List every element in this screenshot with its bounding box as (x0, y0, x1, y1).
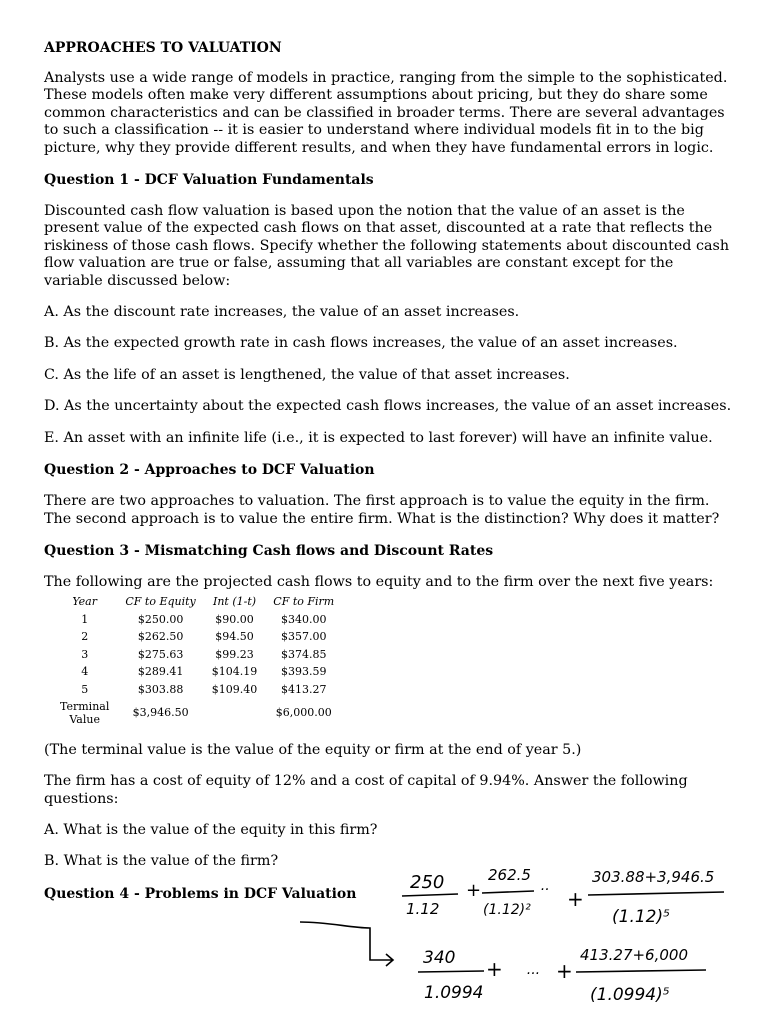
cell-interest: $90.00 (215, 612, 254, 626)
question-1-item-c: C. As the life of an asset is lengthened, the value of that asset increases. (44, 366, 570, 383)
intro-paragraph: Analysts use a wide range of models in practice, ranging from the simple to the sophisticated. These models often make very different assumptions about pricing, but they do share some common characteristics and can be classified in broader terms. There are several advantages to such a classification -- it is easier to understand where individual models fit in to the big picture, why they provide different results, and when they have fundamental errors in logic. (44, 70, 728, 156)
cell-cf-firm: $393.59 (281, 665, 327, 679)
terminal-value-note: (The terminal value is the value of the equity or firm at the end of year 5.) (44, 741, 582, 758)
cell-year: 1 (81, 612, 89, 626)
question-1-item-e: E. An asset with an infinite life (i.e., it is expected to last forever) will have an infinite value. (44, 429, 713, 446)
hw-eq1-numerator-1: 250 (410, 872, 445, 893)
question-1-item-a: A. As the discount rate increases, the value of an asset increases. (44, 304, 520, 321)
cell-cf-firm: $357.00 (281, 630, 327, 644)
question-3-body: The following are the projected cash flows to equity and to the firm over the next five years: (44, 573, 714, 590)
cell-terminal-equity: $3,946.50 (132, 706, 189, 720)
hw-eq2-numerator-3: 413.27+6,000 (580, 946, 688, 964)
hw-fraction-bar (418, 971, 484, 972)
cost-of-capital-text: The firm has a cost of equity of 12% and a cost of capital of 9.94%. Answer the following questions: (44, 773, 688, 807)
hw-eq2-denominator-1: 1.0994 (424, 983, 484, 1003)
cell-year: 5 (81, 682, 89, 696)
col-header-interest: Int (1-t) (212, 595, 257, 609)
cell-cf-firm: $413.27 (281, 682, 327, 696)
question-1-body: Discounted cash flow valuation is based upon the notion that the value of an asset is the present value of the expected cash flows on that asset, discounted at a rate that reflects the riskiness of those cash flows. Specify whether the following statements about discounted cash flow valuation are true or false, assuming that all variables are constant except for the variable discussed below: (44, 203, 730, 289)
hw-eq1-denominator-2: (1.12)² (483, 902, 531, 918)
cash-flow-table (52, 593, 342, 728)
table-row (52, 628, 342, 646)
cell-cf-equity: $275.63 (137, 647, 184, 661)
hw-eq2-denominator-3: (1.0994)⁵ (590, 985, 670, 1005)
document-page (44, 38, 734, 917)
table-row (52, 663, 342, 681)
table-row (52, 680, 342, 698)
terminal-label-line-1: Terminal (60, 699, 110, 713)
question-1-heading: Question 1 - DCF Valuation Fundamentals (44, 172, 374, 189)
question-1-item-b: B. As the expected growth rate in cash flows increases, the value of an asset increases. (44, 335, 678, 352)
question-3b: B. What is the value of the firm? (44, 853, 279, 870)
hw-eq2-plus-2: + (556, 959, 573, 983)
hw-arrow (300, 922, 393, 966)
hw-eq1-dots: ·· (540, 882, 549, 898)
hw-eq2-dots: ··· (526, 966, 540, 982)
question-3a: A. What is the value of the equity in this firm? (44, 822, 378, 839)
question-2-body: There are two approaches to valuation. The first approach is to value the equity in the firm. The second approach is to value the entire firm. What is the distinction? Why does it matter? (44, 493, 720, 527)
col-header-year: Year (72, 595, 97, 609)
hw-eq1-denominator-3: (1.12)⁵ (612, 907, 670, 927)
col-header-cf-equity: CF to Equity (125, 595, 196, 609)
cell-cf-firm: $340.00 (281, 612, 327, 626)
col-header-cf-firm: CF to Firm (273, 595, 335, 609)
cell-interest: $94.50 (215, 630, 254, 644)
hw-eq1-denominator-1: 1.12 (406, 900, 440, 918)
hw-fraction-bar (576, 970, 706, 972)
cell-cf-equity: $250.00 (137, 612, 184, 626)
terminal-label-line-2: Value (69, 712, 100, 726)
hw-eq1-plus-2: + (567, 887, 584, 911)
question-4-heading: Question 4 - Problems in DCF Valuation (44, 885, 357, 902)
question-3-heading: Question 3 - Mismatching Cash flows and Discount Rates (44, 542, 494, 559)
table-header-row (52, 593, 342, 610)
cell-year: 3 (81, 647, 89, 661)
hw-eq2-numerator-1: 340 (423, 948, 456, 968)
table-row (52, 645, 342, 663)
cell-cf-equity: $262.50 (137, 630, 184, 644)
cell-cf-firm: $374.85 (281, 647, 327, 661)
cell-year: 2 (81, 630, 89, 644)
cell-year: 4 (81, 665, 89, 679)
cell-terminal-firm: $6,000.00 (275, 706, 332, 720)
hw-eq2-plus-1: + (486, 957, 503, 981)
hw-eq1-numerator-2: 262.5 (488, 866, 531, 884)
hw-eq1-plus-1: + (466, 880, 482, 901)
terminal-value-row (52, 698, 342, 728)
cell-cf-equity: $289.41 (137, 665, 184, 679)
document-title: APPROACHES TO VALUATION (44, 40, 282, 56)
table-row (52, 610, 342, 628)
cell-interest: $109.40 (211, 682, 258, 696)
cell-terminal-interest (204, 698, 266, 728)
question-1-item-d: D. As the uncertainty about the expected cash flows increases, the value of an asset increases. (44, 398, 732, 415)
cell-interest: $104.19 (211, 665, 258, 679)
cell-terminal-label (52, 698, 117, 728)
hw-eq1-numerator-3: 303.88+3,946.5 (592, 868, 715, 886)
cell-cf-equity: $303.88 (137, 682, 184, 696)
cell-interest: $99.23 (215, 647, 254, 661)
question-2-heading: Question 2 - Approaches to DCF Valuation (44, 462, 375, 479)
